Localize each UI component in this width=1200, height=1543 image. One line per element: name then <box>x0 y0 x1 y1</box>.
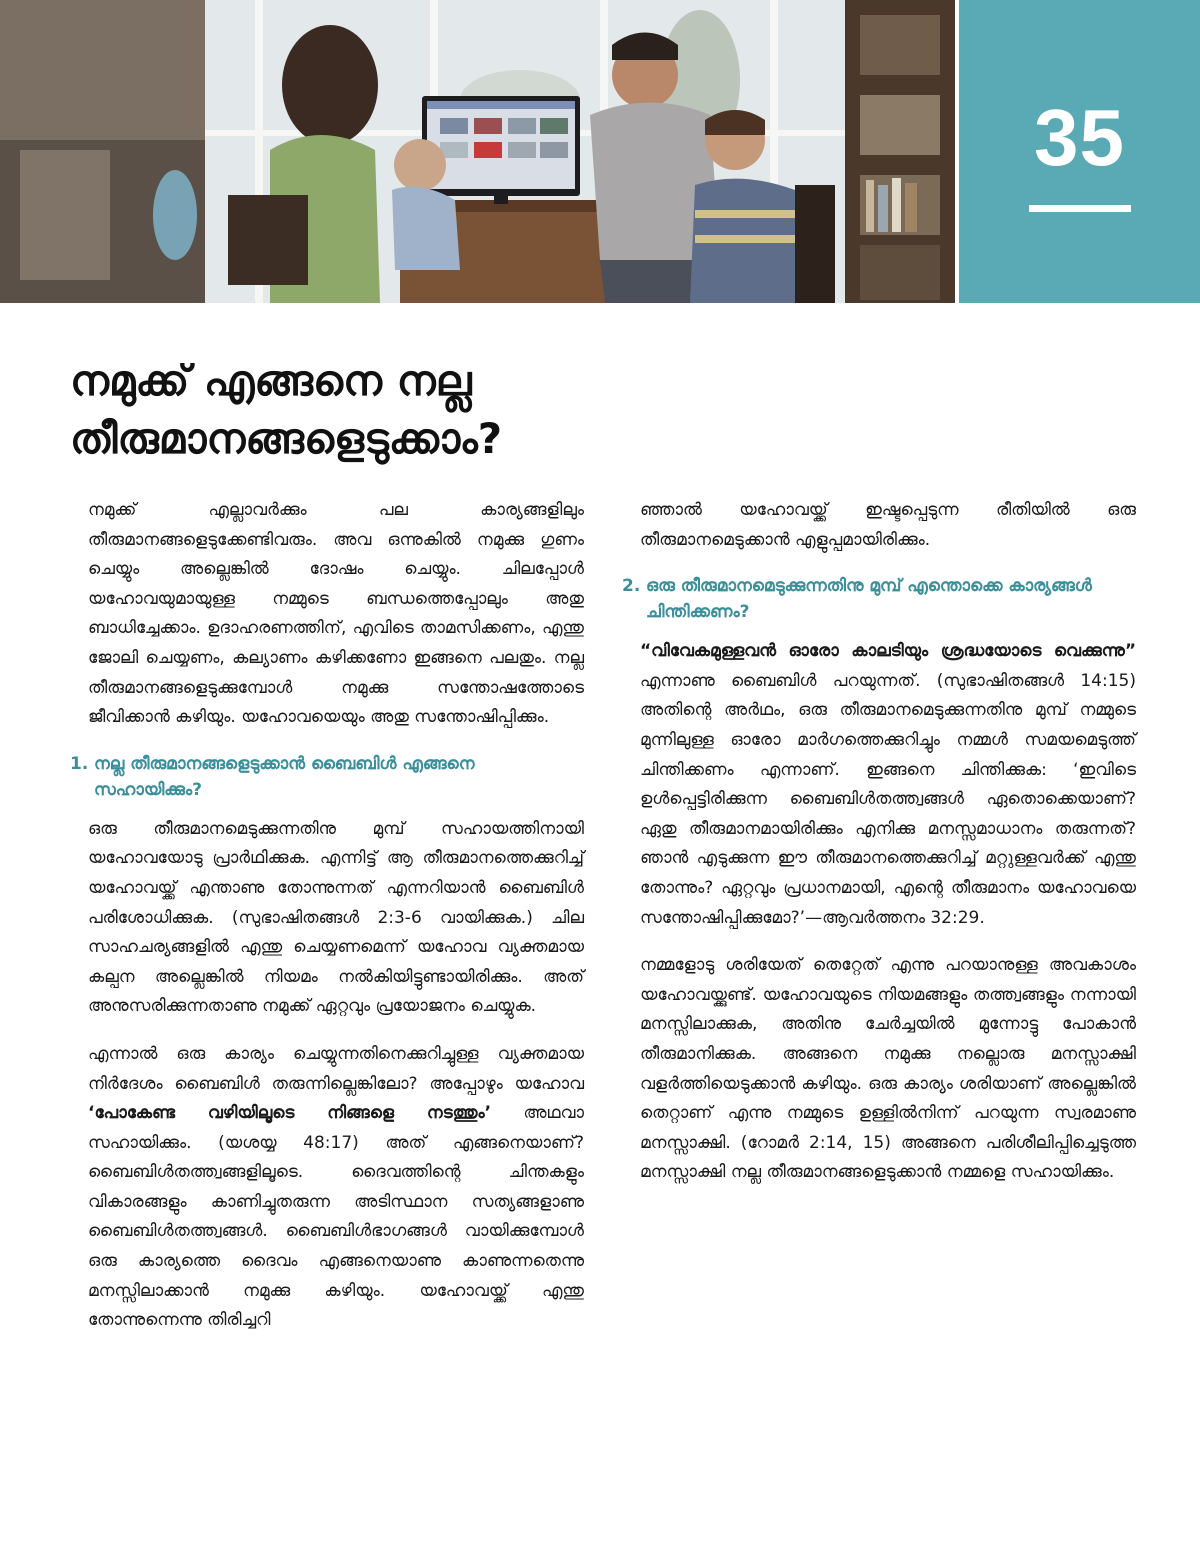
question-1-number: 1. <box>70 753 89 774</box>
family-at-computer-photo <box>0 0 955 303</box>
lesson-number-underline <box>1029 205 1131 212</box>
photo-illustration <box>0 0 955 303</box>
paragraph-3-continued: ഞ്ഞാൽ യഹോവയ്ക്ക് ഇഷ്ടപ്പെടുന്ന രീതിയിൽ ഒരു തീരുമാനമെടുക്കാൻ എളുപ്പമായിരിക്കും. <box>640 500 1136 550</box>
intro-paragraph: നമുക്ക് എല്ലാവർക്കും പല കാര്യങ്ങളിലും തീരുമാനങ്ങളെടുക്കേണ്ടിവരും. അവ ഒന്നുകിൽ നമുക്കു ഗുണം ചെയ്യും അല്ലെങ്കിൽ ദോഷം ചെയ്യും. ചിലപ്പോൾ യഹോവയുമായുള്ള നമ്മുടെ ബന്ധത്തെപ്പോലും അതു ബാധിച്ചേക്കാം. ഉദാഹരണത്തിന്, എവിടെ താമസിക്കണം, എന്തു ജോലി ചെയ്യണം, കല്യാണം കഴിക്കണോ ഇങ്ങനെ പലതും. നല്ല തീരുമാനങ്ങളെടുക്കുമ്പോൾ നമുക്കു സന്തോഷത്തോടെ ജീവിക്കാൻ കഴിയും. യഹോവയെയും അതു സന്തോഷിപ്പിക്കും. <box>88 500 584 728</box>
paragraph-3 <box>88 1040 584 1336</box>
lesson-number: 35 <box>1034 93 1125 182</box>
lesson-number-box <box>959 0 1200 303</box>
paragraph-3-quote: ‘പോകേണ്ട വഴിയിലൂടെ നിങ്ങളെ നടത്തും’ <box>88 1103 492 1124</box>
paragraph-3-text-a: എന്നാൽ ഒരു കാര്യം ചെയ്യുന്നതിനെക്കുറിച്ചുള്ള വ്യക്തമായ നിർദേശം ബൈബിൾ തരുന്നില്ലെങ്കിലോ? അപ്പോഴും യഹോവ <box>88 1043 584 1094</box>
paragraph-4 <box>640 637 1136 933</box>
paragraph-4-quote: “വിവേകമുള്ളവൻ ഓരോ കാലടിയും ശ്രദ്ധയോടെ വെക്കുന്നു” <box>640 641 1136 662</box>
page-title-line-2: തീരുമാനങ്ങളെടുക്കാം? <box>70 414 503 463</box>
question-2-text: ഒരു തീരുമാനമെടുക്കുന്നതിനു മുമ്പ് എന്തൊക്കെ കാര്യങ്ങൾ ചിന്തിക്കണം? <box>646 576 1092 623</box>
question-1-heading <box>70 751 584 803</box>
question-2-number: 2. <box>622 576 641 597</box>
paragraph-2: ഒരു തീരുമാനമെടുക്കുന്നതിനു മുമ്പ് സഹായത്തിനായി യഹോവയോടു പ്രാർഥിക്കുക. എന്നിട്ട് ആ തീരുമാനത്തെക്കുറിച്ച് യഹോവയ്ക്ക് എന്താണു തോന്നുന്നത് എന്നറിയാൻ ബൈബിൾ പരിശോധിക്കുക. (സുഭാഷിതങ്ങൾ 2:3-6 വായിക്കുക.) ചില സാഹചര്യങ്ങളിൽ എന്തു ചെയ്യണമെന്ന് യഹോവ വ്യക്തമായ കല്പന അല്ലെങ്കിൽ നിയമം നൽകിയിട്ടുണ്ടായിരിക്കും. അത് അനുസരിക്കുന്നതാണു നമുക്ക് ഏറ്റവും പ്രയോജനം ചെയ്യുക. <box>88 818 584 1017</box>
page-title-line-1: നമുക്ക് എങ്ങനെ നല്ല <box>70 356 472 405</box>
right-column <box>622 496 1136 1206</box>
question-2-heading <box>622 573 1136 625</box>
paragraph-5: നമ്മളോടു ശരിയേത് തെറ്റേത് എന്നു പറയാനുള്ള അവകാശം യഹോവയ്ക്കുണ്ട്. യഹോവയുടെ നിയമങ്ങളും തത്ത്വങ്ങളും നന്നായി മനസ്സിലാക്കുക, അതിനു ചേർച്ചയിൽ മുന്നോട്ടു പോകാൻ തീരുമാനിക്കുക. അങ്ങനെ നമുക്കു നല്ലൊരു മനസ്സാക്ഷി വളർത്തിയെടുക്കാൻ കഴിയും. ഒരു കാര്യം ശരിയാണ് അല്ലെങ്കിൽ തെറ്റാണ് എന്നു നമ്മുടെ ഉള്ളിൽനിന്ന് പറയുന്ന സ്വരമാണു മനസ്സാക്ഷി. (റോമർ 2:14, 15) അങ്ങനെ പരിശീലിപ്പിച്ചെടുത്ത മനസ്സാക്ഷി നല്ല തീരുമാനങ്ങളെടുക്കാൻ നമ്മളെ സഹായിക്കും. <box>640 955 1136 1183</box>
left-column <box>70 496 584 1354</box>
page-title <box>70 352 790 468</box>
paragraph-3-text-b: അഥവാ സഹായിക്കും. (യശയ്യ 48:17) അത് എങ്ങനെയാണ്? ബൈബിൾതത്ത്വങ്ങളിലൂടെ. ദൈവത്തിന്റെ ചിന്തകളും വികാരങ്ങളും കാണിച്ചുതരുന്ന അടിസ്ഥാന സത്യങ്ങളാണു ബൈബിൾതത്ത്വങ്ങൾ. ബൈബിൾഭാഗങ്ങൾ വായിക്കുമ്പോൾ ഒരു കാര്യത്തെ ദൈവം എങ്ങനെയാണു കാണുന്നതെന്നു മനസ്സിലാക്കാൻ നമുക്കു കഴിയും. യഹോവയ്ക്ക് എന്തു തോന്നുന്നെന്നു തിരിച്ചറി <box>88 1103 584 1331</box>
question-1-text: നല്ല തീരുമാനങ്ങളെടുക്കാൻ ബൈബിൾ എങ്ങനെ സഹായിക്കും? <box>94 753 475 800</box>
paragraph-4-text: എന്നാണു ബൈബിൾ പറയുന്നത്. (സുഭാഷിതങ്ങൾ 14:15) അതിന്റെ അർഥം, ഒരു തീരുമാനമെടുക്കുന്നതിനു മുമ്പ് നമ്മുടെ മുന്നിലുള്ള ഓരോ മാർഗത്തെക്കുറിച്ചും നമ്മൾ സമയമെടുത്ത് ചിന്തിക്കണം എന്നാണ്. ഇങ്ങനെ ചിന്തിക്കുക: ‘ഇവിടെ ഉൾപ്പെട്ടിരിക്കുന്ന ബൈബിൾതത്ത്വങ്ങൾ ഏതൊക്കെയാണ്? ഏതു തീരുമാനമായിരിക്കും എനിക്കു മനസ്സമാധാനം തരുന്നത്? ഞാൻ എടുക്കുന്ന ഈ തീരുമാനത്തെക്കുറിച്ച് മറ്റുള്ളവർക്ക് എന്തു തോന്നും? ഏറ്റവും പ്രധാനമായി, എന്റെ തീരുമാനം യഹോവയെ സന്തോഷിപ്പിക്കുമോ?’—ആവർത്തനം 32:29. <box>640 670 1136 928</box>
